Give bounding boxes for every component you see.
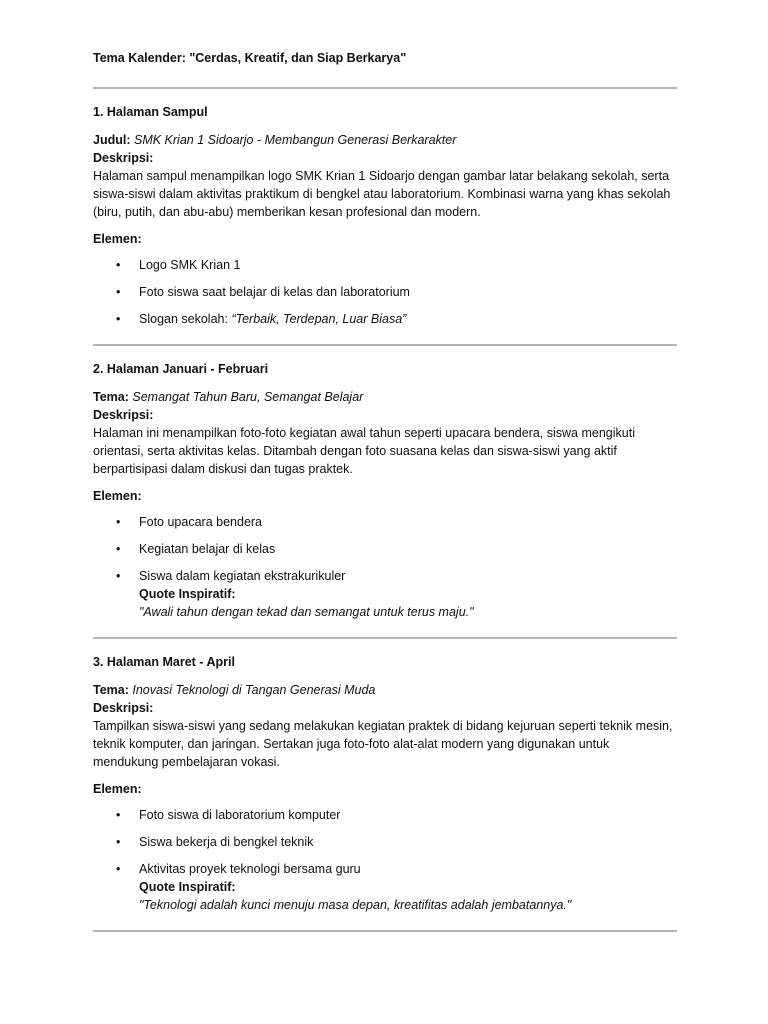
list-item: [93, 283, 677, 301]
list-item: [93, 860, 677, 914]
section-maret-april: [93, 639, 677, 914]
section-divider: [93, 930, 677, 932]
elemen-list: [93, 513, 677, 621]
list-item: [93, 540, 677, 558]
list-item-text: Siswa bekerja di bengkel teknik: [139, 835, 314, 849]
bullet-icon: •: [116, 835, 121, 849]
elemen-list: [93, 806, 677, 914]
quote-text: "Teknologi adalah kunci menuju masa depan, kreatifitas adalah jembatannya.": [139, 898, 572, 912]
field-label: Tema:: [93, 683, 129, 697]
elemen-list: [93, 256, 677, 328]
quote-label: Quote Inspiratif:: [139, 880, 236, 894]
description-label: Deskripsi:: [93, 701, 154, 715]
document-content: [93, 49, 677, 932]
list-item-text: Kegiatan belajar di kelas: [139, 542, 276, 556]
list-item: [93, 806, 677, 824]
list-item: [93, 513, 677, 531]
list-item-text: Foto siswa saat belajar di kelas dan laboratorium: [139, 285, 410, 299]
description-label: Deskripsi:: [93, 151, 154, 165]
description-text: Tampilkan siswa-siswi yang sedang melakukan kegiatan praktek di bidang kejuruan seperti teknik mesin, teknik komputer, dan jaringan. Sertakan juga foto-foto alat-alat modern yang digunakan untuk mendukung pembelajaran vokasi.: [93, 719, 673, 769]
field-label: Tema:: [93, 390, 129, 404]
elemen-label: Elemen:: [93, 232, 142, 246]
list-item: [93, 567, 677, 621]
section-halaman-sampul: [93, 89, 677, 328]
field-value: Semangat Tahun Baru, Semangat Belajar: [132, 390, 364, 404]
list-item: [93, 310, 677, 328]
elemen-label: Elemen:: [93, 489, 142, 503]
section-heading: 2. Halaman Januari - Februari: [93, 362, 269, 376]
list-item-text: Foto siswa di laboratorium komputer: [139, 808, 341, 822]
slogan-text: “Terbaik, Terdepan, Luar Biasa”: [231, 312, 407, 326]
elemen-label: Elemen:: [93, 782, 142, 796]
section-januari-februari: [93, 346, 677, 621]
bullet-icon: •: [116, 808, 121, 822]
slogan-prefix: Slogan sekolah:: [139, 312, 232, 326]
bullet-icon: •: [116, 312, 121, 326]
field-value: Inovasi Teknologi di Tangan Generasi Muda: [132, 683, 376, 697]
list-item: [93, 256, 677, 274]
tema-line: [93, 681, 677, 699]
section-heading: 1. Halaman Sampul: [93, 105, 208, 119]
bullet-icon: •: [116, 569, 121, 583]
bullet-icon: •: [116, 542, 121, 556]
tema-line: [93, 388, 677, 406]
description-text: Halaman sampul menampilkan logo SMK Krian 1 Sidoarjo dengan gambar latar belakang sekolah, serta siswa-siswi dalam aktivitas praktikum di bengkel atau laboratorium. Kombinasi warna yang khas sekolah (biru, putih, dan abu-abu) memberikan kesan profesional dan modern.: [93, 169, 671, 219]
quote-label: Quote Inspiratif:: [139, 587, 236, 601]
quote-text: "Awali tahun dengan tekad dan semangat untuk terus maju.": [139, 605, 474, 619]
list-item-text: Aktivitas proyek teknologi bersama guru: [139, 862, 361, 876]
description-text: Halaman ini menampilkan foto-foto kegiatan awal tahun seperti upacara bendera, siswa mengikuti orientasi, serta aktivitas kelas. Ditambah dengan foto suasana kelas dan siswa-siswi yang aktif berpartisipasi dalam diskusi dan tugas praktek.: [93, 426, 635, 476]
section-heading: 3. Halaman Maret - April: [93, 655, 235, 669]
document-title: Tema Kalender: "Cerdas, Kreatif, dan Siap Berkarya": [93, 51, 407, 65]
description-label: Deskripsi:: [93, 408, 154, 422]
judul-line: [93, 131, 677, 149]
list-item-text: Siswa dalam kegiatan ekstrakurikuler: [139, 569, 346, 583]
bullet-icon: •: [116, 285, 121, 299]
bullet-icon: •: [116, 862, 121, 876]
field-value: SMK Krian 1 Sidoarjo - Membangun Generasi Berkarakter: [133, 133, 457, 147]
field-label: Judul:: [93, 133, 131, 147]
bullet-icon: •: [116, 258, 121, 272]
list-item-text: Foto upacara bendera: [139, 515, 263, 529]
list-item: [93, 833, 677, 851]
bullet-icon: •: [116, 515, 121, 529]
list-item-text: Logo SMK Krian 1: [139, 258, 241, 272]
